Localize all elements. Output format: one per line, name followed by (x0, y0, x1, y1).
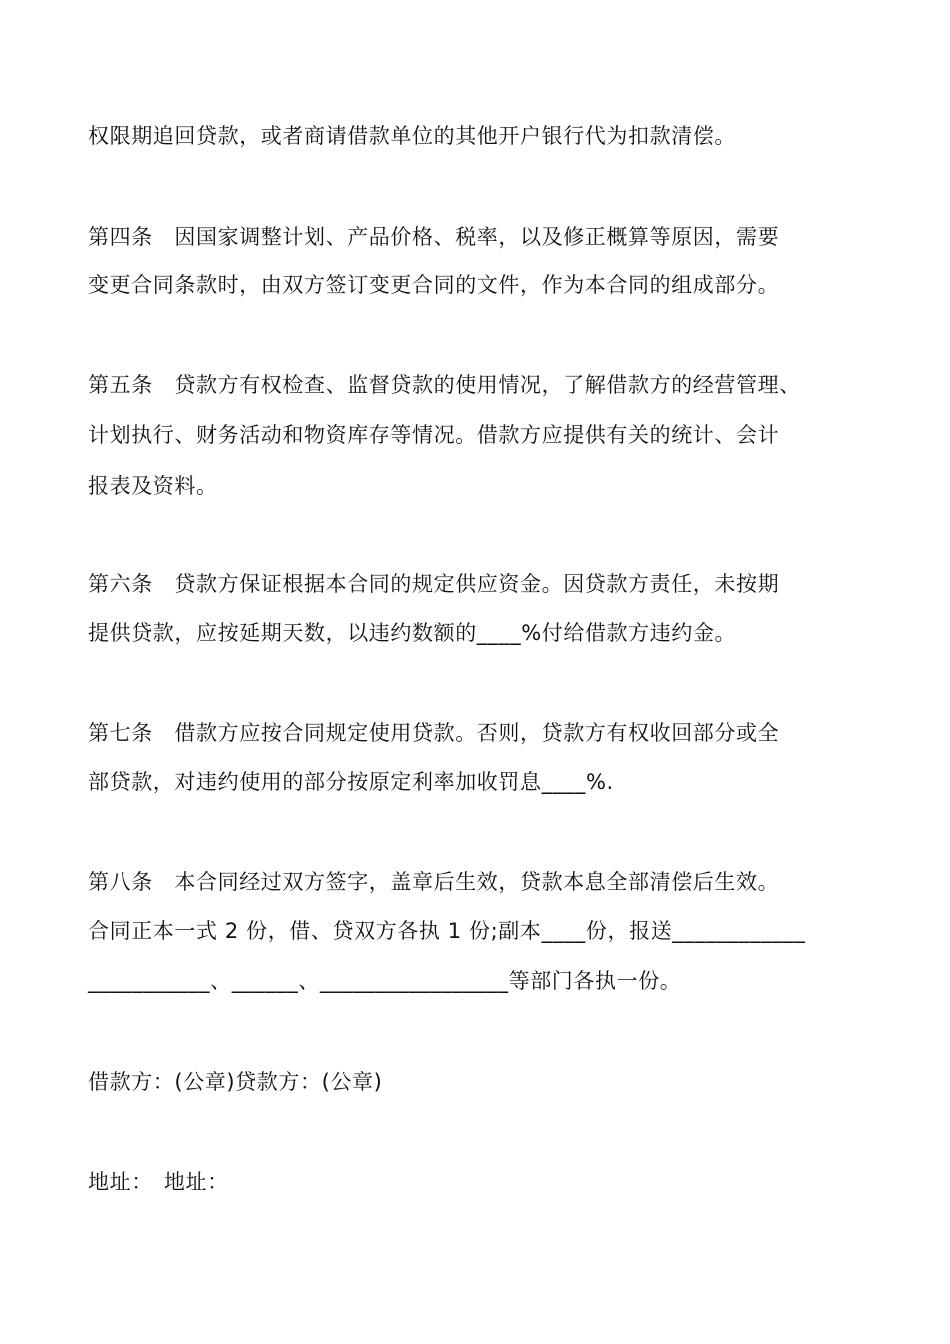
article-5-line-2: 计划执行、财务活动和物资库存等情况。借款方应提供有关的统计、会计 (88, 423, 780, 447)
article-7-line-2: 部贷款，对违约使用的部分按原定利率加收罚息____%. (88, 770, 614, 794)
article-5-line-1: 第五条 贷款方有权检查、监督贷款的使用情况，了解借款方的经营管理、 (88, 373, 801, 397)
signature-line: 借款方：(公章)贷款方：(公章) (88, 1070, 383, 1094)
article-6-line-1: 第六条 贷款方保证根据本合同的规定供应资金。因贷款方责任，未按期 (88, 572, 780, 596)
article-5-line-3: 报表及资料。 (88, 474, 218, 498)
article-8-line-1: 第八条 本合同经过双方签字，盖章后生效，贷款本息全部清偿后生效。 (88, 870, 780, 894)
article-8-line-3: ___________、______、_________________等部门各执一份。 (88, 969, 682, 993)
article-4-line-1: 第四条 因国家调整计划、产品价格、税率，以及修正概算等原因，需要 (88, 225, 780, 249)
article-6-line-2: 提供贷款，应按延期天数，以违约数额的____%付给借款方违约金。 (88, 621, 737, 645)
address-line: 地址： 地址： (88, 1170, 229, 1194)
article-7-line-1: 第七条 借款方应按合同规定使用贷款。否则，贷款方有权收回部分或全 (88, 721, 780, 745)
article-8-line-2: 合同正本一式 2 份，借、贷双方各执 1 份;副本____份，报送____________ (88, 919, 806, 943)
article-4-line-2: 变更合同条款时，由双方签订变更合同的文件，作为本合同的组成部分。 (88, 273, 780, 297)
text-line: 权限期追回贷款，或者商请借款单位的其他开户银行代为扣款清偿。 (88, 124, 736, 148)
